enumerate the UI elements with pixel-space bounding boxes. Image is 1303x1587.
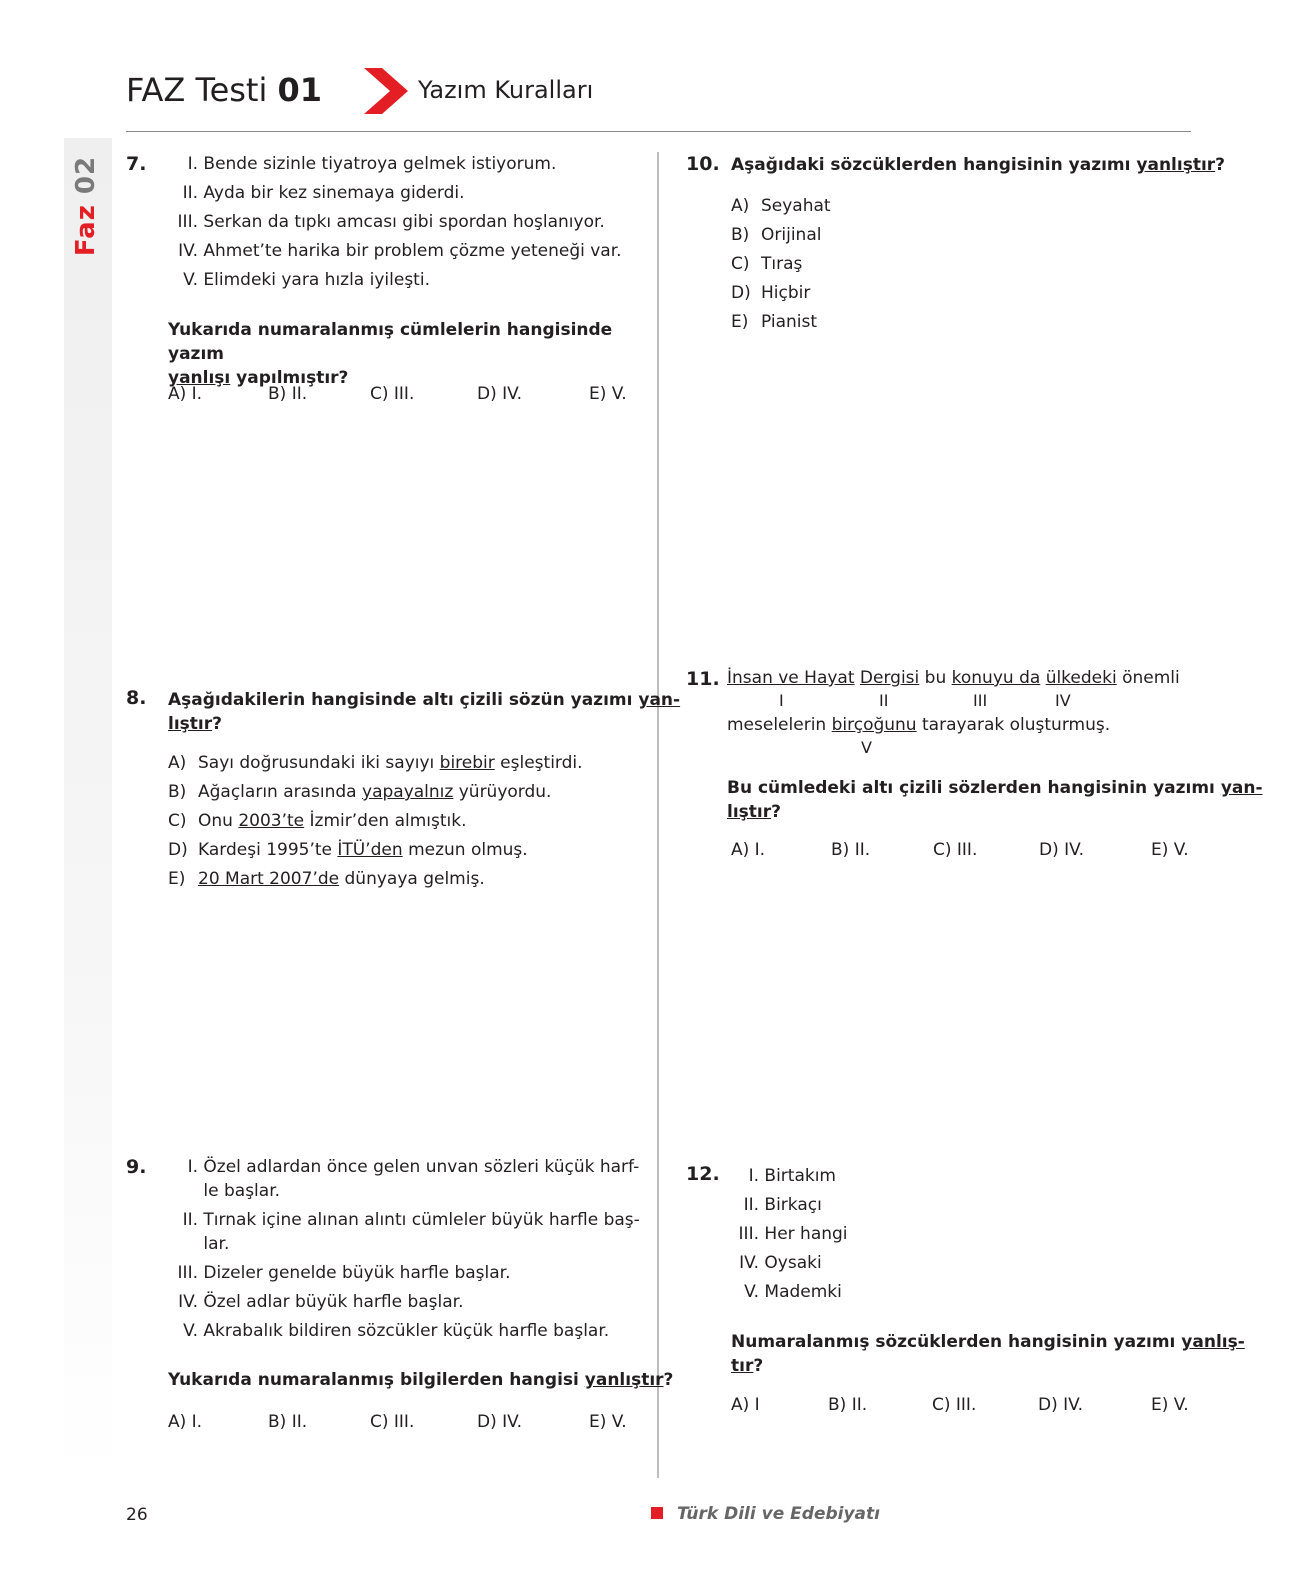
answer-option[interactable]: B) II.: [268, 384, 308, 404]
roman-marker: IV: [1055, 691, 1071, 710]
answer-option[interactable]: C) Onu 2003’te İzmir’den almıştık.: [168, 811, 467, 831]
answer-option[interactable]: C) III.: [933, 840, 978, 860]
answer-option[interactable]: D) Hiçbir: [731, 283, 811, 303]
footer-square-icon: [651, 1507, 663, 1519]
question-7-options: [168, 380, 628, 409]
q7-item: V. Elimdeki yara hızla iyileşti.: [183, 270, 430, 290]
answer-option[interactable]: A) I.: [168, 384, 203, 404]
answer-option[interactable]: C) III.: [370, 384, 415, 404]
answer-option[interactable]: A) Seyahat: [731, 196, 831, 216]
answer-option[interactable]: B) Ağaçların arasında yapayalnız yürüyordu.: [168, 782, 552, 802]
answer-option[interactable]: E) 20 Mart 2007’de dünyaya gelmiş.: [168, 869, 485, 889]
test-subtitle: Yazım Kuralları: [418, 76, 594, 104]
answer-option[interactable]: D) IV.: [477, 384, 522, 404]
phase-logo: Faz: [71, 204, 101, 257]
question-11-sentence: [727, 666, 1187, 756]
answer-option[interactable]: B) II.: [831, 840, 871, 860]
q11-line-2: meselelerin birçoğunu tarayarak oluşturmuş.: [727, 715, 1111, 735]
header-divider: [126, 131, 1191, 132]
question-number-7: 7.: [126, 153, 147, 175]
q7-item: IV. Ahmet’te harika bir problem çözme yeteneği var.: [178, 241, 622, 261]
answer-option[interactable]: D) Kardeşi 1995’te İTÜ’den mezun olmuş.: [168, 840, 528, 860]
question-number-10: 10.: [686, 153, 720, 175]
question-11-stem: Bu cümledeki altı çizili sözlerden hangisinin yazımı yan- lıştır?: [727, 778, 1263, 822]
answer-option[interactable]: C) Tıraş: [731, 254, 803, 274]
answer-option[interactable]: A) Sayı doğrusundaki iki sayıyı birebir eşleştirdi.: [168, 753, 583, 773]
test-title: FAZ Testi 01: [126, 71, 323, 109]
q9-item: V. Akrabalık bildiren sözcükler küçük harfle başlar.: [183, 1321, 610, 1341]
test-number: 01: [277, 71, 323, 109]
q11-line-1: İnsan ve Hayat Dergisi bu konuyu da ülkedeki önemli: [727, 668, 1180, 688]
question-8-stem: Aşağıdakilerin hangisinde altı çizili sözün yazımı yan- lıştır?: [168, 690, 681, 734]
question-12-options: [731, 1391, 1191, 1420]
q12-item: IV. Oysaki: [739, 1253, 822, 1273]
answer-option[interactable]: E) V.: [589, 1412, 627, 1432]
answer-option[interactable]: E) V.: [1151, 840, 1189, 860]
answer-option[interactable]: B) II.: [828, 1395, 868, 1415]
question-11-options: [731, 836, 1191, 865]
phase-number: 02: [71, 155, 101, 195]
question-9-options: [168, 1408, 628, 1437]
footer-subject: Türk Dili ve Edebiyatı: [677, 1504, 880, 1524]
question-9-stem: Yukarıda numaralanmış bilgilerden hangisi yanlıştır?: [168, 1370, 674, 1390]
question-number-9: 9.: [126, 1156, 147, 1178]
question-number-12: 12.: [686, 1163, 720, 1185]
answer-option[interactable]: A) I: [731, 1395, 760, 1415]
q9-item: II. Tırnak içine alınan alıntı cümleler büyük harfle baş- lar.: [182, 1210, 640, 1254]
question-number-8: 8.: [126, 687, 147, 709]
question-10-stem: Aşağıdaki sözcüklerden hangisinin yazımı yanlıştır?: [731, 155, 1226, 175]
question-number-11: 11.: [686, 668, 720, 690]
q12-item: I. Birtakım: [748, 1166, 836, 1186]
answer-option[interactable]: B) II.: [268, 1412, 308, 1432]
q12-item: II. Birkaçı: [743, 1195, 822, 1215]
side-phase-label: [71, 151, 101, 261]
answer-option[interactable]: B) Orijinal: [731, 225, 822, 245]
answer-option[interactable]: A) I.: [731, 840, 766, 860]
q12-item: V. Mademki: [744, 1282, 842, 1302]
answer-option[interactable]: C) III.: [932, 1395, 977, 1415]
roman-marker: II: [879, 691, 889, 710]
q7-item: II. Ayda bir kez sinemaya giderdi.: [182, 183, 465, 203]
roman-marker: I: [779, 691, 784, 710]
page-number: 26: [126, 1505, 148, 1525]
answer-option[interactable]: D) IV.: [1039, 840, 1084, 860]
q7-item: I. Bende sizinle tiyatroya gelmek istiyorum.: [187, 154, 557, 174]
question-7-stem: Yukarıda numaralanmış cümlelerin hangisinde yazım yanlışı yapılmıştır?: [168, 320, 613, 388]
answer-option[interactable]: E) V.: [589, 384, 627, 404]
answer-option[interactable]: E) Pianist: [731, 312, 818, 332]
answer-option[interactable]: E) V.: [1151, 1395, 1189, 1415]
q12-item: III. Her hangi: [738, 1224, 848, 1244]
q9-item: IV. Özel adlar büyük harfle başlar.: [178, 1292, 464, 1312]
roman-marker: V: [861, 738, 872, 757]
q9-item: I. Özel adlardan önce gelen unvan sözleri küçük harf- le başlar.: [187, 1157, 640, 1201]
answer-option[interactable]: A) I.: [168, 1412, 203, 1432]
answer-option[interactable]: C) III.: [370, 1412, 415, 1432]
roman-marker: III: [973, 691, 988, 710]
side-strip: [64, 138, 112, 1478]
question-12-stem: Numaralanmış sözcüklerden hangisinin yazımı yanlış- tır?: [731, 1332, 1245, 1376]
chevron-right-icon: [364, 68, 408, 114]
answer-option[interactable]: D) IV.: [1038, 1395, 1083, 1415]
q9-item: III. Dizeler genelde büyük harfle başlar.: [177, 1263, 511, 1283]
column-divider: [657, 152, 659, 1478]
q7-item: III. Serkan da tıpkı amcası gibi spordan hoşlanıyor.: [177, 212, 605, 232]
answer-option[interactable]: D) IV.: [477, 1412, 522, 1432]
